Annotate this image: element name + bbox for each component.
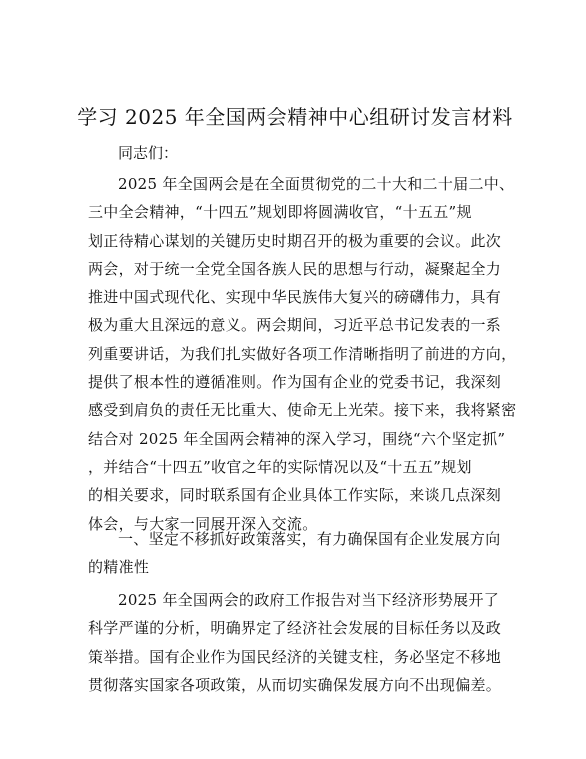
paragraph-line: 2025 年全国两会是在全面贯彻党的二十大和二十届二中、 [118, 175, 515, 193]
paragraph-line: 贯彻落实国家各项政策，从而切实确保发展方向不出现偏差。 [88, 675, 502, 694]
paragraph-line: 结合对 2025 年全国两会精神的深入学习，围绕“六个坚定抓” [88, 429, 506, 448]
heading-line: 一、坚定不移抓好政策落实，有力确保国有企业发展方向 [118, 530, 501, 548]
paragraph-line: 的相关要求，同时联系国有企业具体工作实际，来谈几点深刻 [88, 486, 502, 505]
section-paragraph [88, 586, 502, 699]
paragraph-line: 划正待精心谋划的关键历史时期召开的极为重要的会议。此次 [88, 231, 502, 250]
paragraph-line: ，并结合“十四五”收官之年的实际情况以及“十五五”规划 [88, 457, 472, 476]
paragraph-line: 科学严谨的分析，明确界定了经济社会发展的目标任务以及政 [88, 619, 502, 638]
paragraph-line: 感受到肩负的责任无比重大、使命无上光荣。接下来，我将紧密 [88, 401, 517, 420]
paragraph-line: 推进中国式现代化、实现中华民族伟大复兴的磅礴伟力，具有 [88, 288, 502, 307]
document-title: 学习 2025 年全国两会精神中心组研讨发言材料 [77, 105, 513, 129]
salutation: 同志们： [118, 144, 179, 162]
intro-paragraph [88, 170, 517, 538]
paragraph-line: 极为重大且深远的意义。两会期间，习近平总书记发表的一系 [88, 316, 502, 335]
section-heading [88, 525, 501, 582]
paragraph-line: 两会，对于统一全党全国各族人民的思想与行动，凝聚起全力 [88, 259, 502, 278]
paragraph-line: 策举措。国有企业作为国民经济的关键支柱，务必坚定不移地 [88, 647, 502, 666]
paragraph-line: 体会，与大家一同展开深入交流。 [88, 514, 318, 533]
paragraph-line: 2025 年全国两会的政府工作报告对当下经济形势展开了 [118, 591, 500, 609]
paragraph-line: 三中全会精神，“十四五”规划即将圆满收官，“十五五”规 [88, 203, 472, 222]
paragraph-line: 提供了根本性的遵循准则。作为国有企业的党委书记，我深刻 [88, 373, 502, 392]
heading-line: 的精准性 [88, 558, 150, 577]
paragraph-line: 列重要讲话，为我们扎实做好各项工作清晰指明了前进的方向， [88, 344, 517, 363]
